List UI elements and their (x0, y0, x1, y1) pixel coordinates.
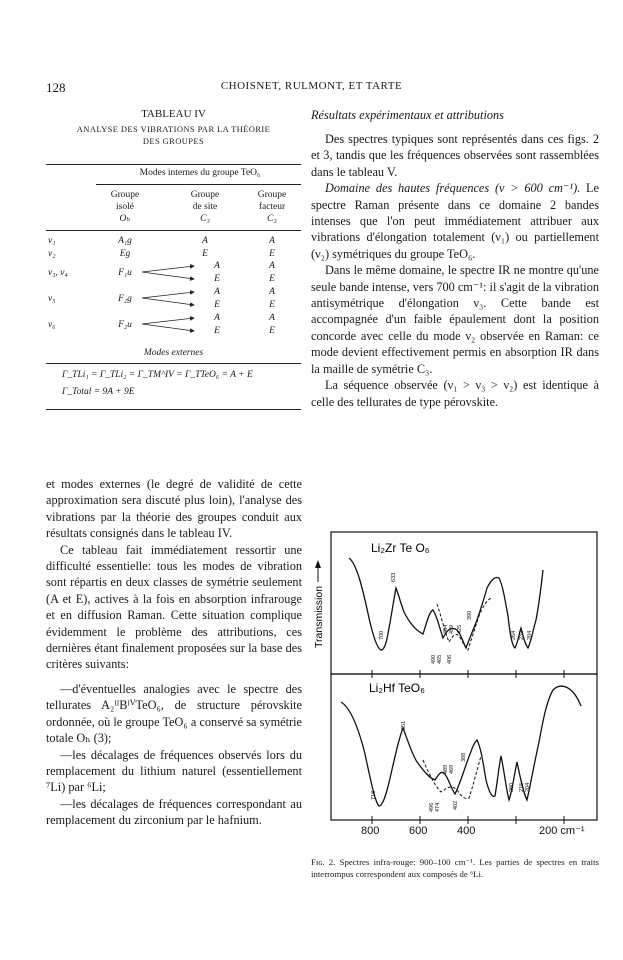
peak-label: 204 (525, 782, 531, 792)
peak-label: 496 (429, 802, 435, 812)
svg-text:Transmission: Transmission (313, 585, 325, 648)
peak-label: 459 (449, 624, 455, 634)
paragraph: Dans le même domaine, le spectre IR ne montre qu'une seule bande intense, vers 700 cm⁻¹: il s'agit de la vibration antisymétrique d'élongation ν₃. Cette bande est accompagnée d'un faible épaulement dont la position concorde avec celle du mode ν₂ observée en Raman: ce mode devient effectivement permis en absorption IR dans la maille de symétrie C₃. (311, 263, 599, 376)
peak-label: 633 (391, 572, 397, 582)
ir-spectra-figure (311, 530, 599, 836)
row-factor: A (269, 313, 275, 323)
peak-label: 718 (371, 790, 377, 800)
row-factor: A (269, 261, 275, 271)
peak-label: 204 (527, 630, 533, 640)
paragraph: Ce tableau fait immédiatement ressortir une difficulté essentielle: tous les modes de vibration sont répartis en deux classes de symétrie seulement (A et E), actives à la fois en absorption infrarouge et en diffusion Raman. Cette situation complique évidemment le problème des attributions, ces dernières étant finalement proposées sur la base des critères suivants: (46, 542, 302, 672)
row-isolated: F₂g (118, 294, 132, 304)
x-tick-label: 200 cm⁻¹ (539, 825, 585, 836)
peak-label: 489 (443, 764, 449, 774)
row-factor: E (269, 326, 275, 336)
row-mode: ν₆ (48, 320, 56, 330)
peak-label: 484 (443, 624, 449, 634)
peak-label: 465 (437, 654, 443, 664)
table-rule-bottom (46, 409, 301, 410)
row-site: A (214, 287, 220, 297)
peak-label: 232 (519, 630, 525, 640)
table-subtitle-line-1: ANALYSE DES VIBRATIONS PAR LA THÉORIE (76, 124, 271, 134)
peak-label: 260 (509, 782, 515, 792)
x-tick-label: 800 (361, 825, 380, 836)
bottom-spectrum-solid (341, 686, 581, 806)
peak-label: 700 (379, 630, 385, 640)
row-isolated: Eg (119, 249, 131, 259)
peak-label: 469 (449, 764, 455, 774)
table-subtitle (46, 123, 301, 147)
peak-label: 474 (435, 802, 441, 812)
row-site: A (214, 261, 220, 271)
row-site: E (214, 274, 220, 284)
row-factor: E (269, 249, 275, 259)
row-site: E (214, 300, 220, 310)
column-header-isolated: Groupe isolé Oₕ (110, 190, 140, 224)
row-site: E (214, 326, 220, 336)
row-factor: A (269, 287, 275, 297)
row-site: A (214, 313, 220, 323)
paragraph: Des spectres typiques sont représentés dans ces figs. 2 et 3, tandis que les fréquences observées sont rassemblées dans le tableau V. (311, 132, 599, 179)
row-factor: E (269, 300, 275, 310)
column-header-site: Groupe de site C₃ (190, 190, 220, 224)
left-column-text (46, 476, 302, 829)
table-title: TABLEAU IV (141, 108, 206, 120)
criterion-item: —d'éventuelles analogies avec le spectre des tellurates A₂ᴵᴵBᴵⱽTeO₆, de structure pérovskite ordonnée, où le groupe TeO₆ a conservé sa symétrie totale Oₕ (3); (46, 681, 302, 746)
internal-modes-header: Modes internes du groupe TeO₆ (139, 168, 261, 178)
row-mode: ν₁ (48, 236, 56, 246)
page-number: 128 (46, 80, 66, 95)
row-isolated: F₂u (118, 320, 132, 330)
right-column-text (311, 131, 599, 410)
row-factor: A (269, 236, 275, 246)
bottom-spectrum-dashed (423, 756, 481, 799)
paragraph: et modes externes (le degré de validité de cette approximation sera discuté plus loin), l'analyse des vibrations par la théorie des groupes conduit aux résultats consignés dans le tableau IV. (46, 477, 302, 541)
peak-label: 651 (401, 720, 407, 730)
peak-label: 406 (447, 654, 453, 664)
table-rule-top (46, 164, 301, 165)
x-tick-label: 400 (457, 825, 476, 836)
gamma-line-2: Γ_Total = 9A + 9E (62, 387, 135, 397)
peak-label: 264 (511, 630, 517, 640)
x-tick-label: 600 (409, 825, 428, 836)
correlation-arrows (140, 258, 210, 340)
peak-label: 425 (457, 624, 463, 634)
gamma-line-1: Γ_TLi₁ = Γ_TLi₂ = Γ_TM^IV = Γ_TTeO₆ = A + E (62, 370, 253, 380)
bottom-compound-label: Li₂Hf TeO₆ (369, 681, 425, 695)
table-rule-mid (46, 230, 301, 231)
row-site: E (202, 249, 208, 259)
external-modes-header: Modes externes (143, 348, 204, 358)
row-factor: E (269, 274, 275, 284)
row-mode: ν₂ (48, 249, 56, 259)
table-rule-external (46, 363, 301, 364)
column-header-factor: Groupe facteur C₃ (257, 190, 287, 224)
section-title: Résultats expérimentaux et attributions (311, 108, 504, 122)
row-isolated: F₁u (118, 268, 132, 278)
table-subtitle-line-2: DES GROUPES (142, 136, 205, 146)
peak-label: 402 (453, 800, 459, 810)
table-rule-sub (96, 184, 301, 185)
row-isolated: A₁g (118, 236, 132, 246)
paragraph: Domaine des hautes fréquences (ν > 600 cm⁻¹). Le spectre Raman présente dans ce domaine 2 bandes intenses que l'on peut immédiatement attribuer aux vibrations d'élongation totalement (ν₁) ou partiellement (ν₂) symétriques du groupe TeO₆. (311, 181, 600, 261)
domain-title: Domaine des hautes fréquences (ν > 600 cm⁻¹). (325, 181, 581, 196)
peak-label: 490 (431, 654, 437, 664)
row-mode: ν₅ (48, 294, 56, 304)
top-compound-label: Li₂Zr Te O₆ (371, 541, 430, 555)
figure-caption: Fɪɢ. 2. Spectres infra-rouge: 900–100 cm⁻¹. Les parties de spectres en traits interrompus correspondent aux composés de ⁶Li. (311, 857, 599, 879)
row-site: A (202, 236, 208, 246)
row-mode: ν₃, ν₄ (48, 268, 68, 278)
peak-label: 390 (467, 610, 473, 620)
peak-label: 215 (519, 782, 525, 792)
peak-label: 388 (461, 752, 467, 762)
criterion-item: —les décalages de fréquences correspondant au remplacement du zirconium par le hafnium. (46, 796, 302, 828)
running-title: CHOISNET, RULMONT, ET TARTE (220, 80, 403, 92)
paragraph: La séquence observée (ν₁ > ν₃ > ν₂) est identique à celle des tellurates de type pérovskite. (311, 378, 599, 409)
criterion-item: —les décalages de fréquences observés lors du remplacement du lithium naturel (essentiellement ⁷Li) par ⁶Li; (46, 747, 302, 795)
y-axis-label (313, 560, 325, 648)
